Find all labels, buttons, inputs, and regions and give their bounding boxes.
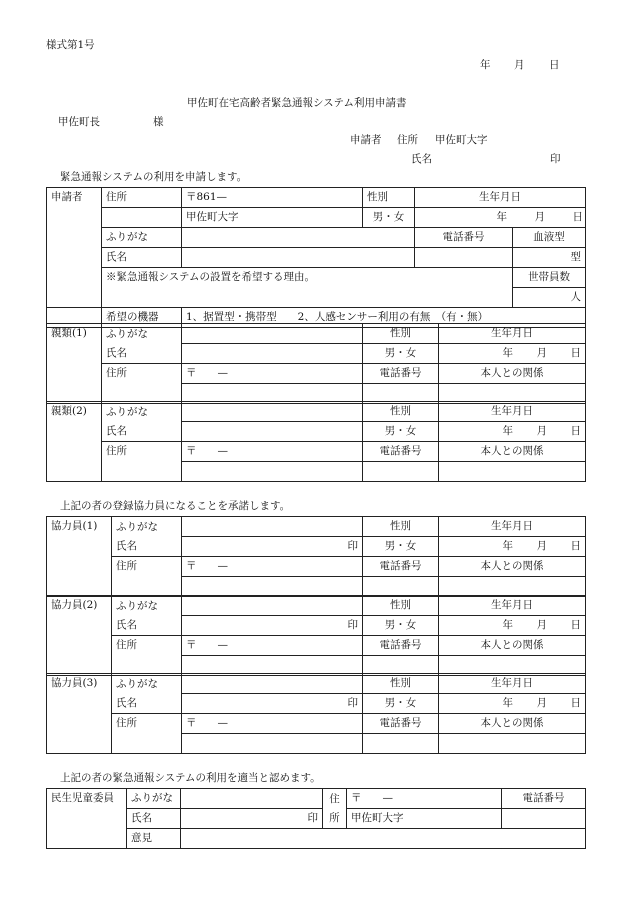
applicant-town-field[interactable]: 甲佐町大字 — [182, 208, 363, 228]
name-label: 氏名 — [102, 344, 182, 364]
relation-label: 本人との関係 — [439, 714, 586, 734]
furigana-label: ふりがな — [102, 402, 182, 422]
birth-year-label: 年 — [502, 697, 513, 710]
phone-label: 電話番号 — [363, 364, 439, 384]
birth-day-label: 日 — [570, 619, 581, 632]
gender-label: 性別 — [363, 324, 439, 344]
furigana-field[interactable] — [182, 596, 363, 616]
address-label: 住所 — [102, 364, 182, 404]
relative-table-1 — [46, 323, 586, 404]
applicant-label: 申請者 — [350, 134, 382, 146]
relation-field[interactable] — [439, 462, 586, 482]
gender-options[interactable]: 男・女 — [363, 616, 439, 636]
commissioner-phone-label: 電話番号 — [502, 789, 586, 809]
applicant-phone-label: 電話番号 — [415, 228, 513, 248]
commissioner-address-label-top: 住 — [323, 789, 347, 809]
relation-label: 本人との関係 — [439, 557, 586, 577]
birth-year-label: 年 — [502, 619, 513, 632]
name-label: 氏名 — [112, 616, 182, 636]
postal-field[interactable]: 〒 — — [182, 364, 363, 384]
gender-label: 性別 — [363, 674, 439, 694]
applicant-blood-label: 血液型 — [513, 228, 586, 248]
birth-month-label: 月 — [536, 697, 547, 710]
furigana-field[interactable] — [182, 402, 363, 422]
gender-label: 性別 — [363, 517, 439, 537]
relative-label: 親類(1) — [47, 324, 102, 404]
phone-label: 電話番号 — [363, 636, 439, 656]
name-field[interactable] — [182, 344, 363, 364]
address-field[interactable] — [182, 462, 363, 482]
address-field[interactable] — [182, 734, 363, 754]
birth-label: 生年月日 — [439, 517, 586, 537]
furigana-label: ふりがな — [112, 674, 182, 694]
furigana-label: ふりがな — [112, 517, 182, 537]
phone-label: 電話番号 — [363, 442, 439, 462]
postal-field[interactable]: 〒 — — [182, 557, 363, 577]
commissioner-opinion-field[interactable] — [181, 829, 586, 849]
addressee: 甲佐町長 — [58, 116, 100, 128]
applicant-birthdate-field[interactable] — [415, 208, 586, 228]
cooperator-table-1 — [46, 516, 586, 597]
applicant-blood-field[interactable]: 型 — [513, 248, 586, 268]
section1-intro: 緊急通報システムの利用を申請します。 — [60, 171, 248, 183]
date-month: 月 — [514, 59, 525, 71]
applicant-postal-field[interactable]: 〒861— — [182, 188, 363, 208]
applicant-furigana-field[interactable] — [182, 228, 415, 248]
birth-year-label: 年 — [502, 540, 513, 553]
commissioner-phone-field[interactable] — [502, 809, 586, 829]
applicant-gender-options[interactable]: 男・女 — [363, 208, 415, 228]
furigana-field[interactable] — [182, 517, 363, 537]
birth-day-label: 日 — [570, 347, 581, 360]
birth-label: 生年月日 — [439, 674, 586, 694]
birth-label: 生年月日 — [439, 402, 586, 422]
applicant-address-value: 甲佐町大字 — [435, 134, 488, 146]
birth-label: 生年月日 — [439, 596, 586, 616]
applicant-name-field[interactable] — [182, 248, 415, 268]
applicant-birth-label: 生年月日 — [415, 188, 586, 208]
birth-day-label: 日 — [570, 425, 581, 438]
birth-year-label: 年 — [496, 211, 507, 224]
cooperator-label: 協力員(3) — [47, 674, 112, 754]
addressee-honorific: 様 — [153, 116, 164, 128]
section2-intro: 上記の者の登録協力員になることを承諾します。 — [60, 500, 291, 512]
name-field-seal[interactable]: 印 — [182, 537, 363, 557]
birth-day-label: 日 — [570, 540, 581, 553]
applicant-gender-label: 性別 — [363, 188, 415, 208]
furigana-field[interactable] — [182, 324, 363, 344]
birthdate-field[interactable] — [439, 537, 586, 557]
birth-year-label: 年 — [502, 425, 513, 438]
gender-options[interactable]: 男・女 — [363, 422, 439, 442]
birth-month-label: 月 — [534, 211, 545, 224]
furigana-label: ふりがな — [102, 324, 182, 344]
phone-field[interactable] — [363, 734, 439, 754]
postal-field[interactable]: 〒 — — [182, 714, 363, 734]
applicant-reason-field[interactable]: ※緊急通報システムの設置を希望する理由。 — [102, 268, 513, 308]
applicant-name-label: 氏名 — [411, 153, 432, 165]
phone-label: 電話番号 — [363, 714, 439, 734]
address-label: 住所 — [112, 714, 182, 754]
date-day: 日 — [549, 59, 560, 71]
birth-month-label: 月 — [536, 425, 547, 438]
cooperator-label: 協力員(2) — [47, 596, 112, 676]
date-year: 年 — [480, 59, 491, 71]
commissioner-opinion-label: 意見 — [127, 829, 181, 849]
address-label: 住所 — [112, 636, 182, 676]
empty-cell — [102, 208, 182, 228]
birthdate-field[interactable] — [439, 422, 586, 442]
postal-field[interactable]: 〒 — — [182, 636, 363, 656]
name-field-seal[interactable]: 印 — [182, 694, 363, 714]
phone-field[interactable] — [363, 462, 439, 482]
birth-month-label: 月 — [536, 347, 547, 360]
address-label: 住所 — [112, 557, 182, 597]
relation-label: 本人との関係 — [439, 636, 586, 656]
address-label: 住所 — [102, 442, 182, 482]
name-label: 氏名 — [102, 422, 182, 442]
household-field[interactable]: 人 — [513, 288, 586, 308]
name-field-seal[interactable]: 印 — [182, 616, 363, 636]
gender-options[interactable]: 男・女 — [363, 694, 439, 714]
applicant-furigana-label: ふりがな — [102, 228, 182, 248]
phone-label: 電話番号 — [363, 557, 439, 577]
cooperator-table-2 — [46, 595, 586, 676]
applicant-table — [46, 187, 586, 328]
relative-table-2 — [46, 401, 586, 482]
commissioner-address-label-bottom: 所 — [323, 809, 347, 829]
section3-intro: 上記の者の緊急通報システムの利用を適当と認めます。 — [60, 772, 321, 784]
relative-label: 親類(2) — [47, 402, 102, 482]
device-label: 希望の機器 — [102, 308, 182, 328]
applicant-address-label: 住所 — [397, 134, 418, 146]
relation-field[interactable] — [439, 734, 586, 754]
birth-label: 生年月日 — [439, 324, 586, 344]
commissioner-furigana-field[interactable] — [181, 789, 323, 809]
relation-field[interactable] — [439, 577, 586, 597]
name-label: 氏名 — [112, 537, 182, 557]
applicant-cell-label: 申請者 — [47, 188, 102, 308]
gender-label: 性別 — [363, 596, 439, 616]
applicant-address-label-cell: 住所 — [102, 188, 182, 208]
household-label: 世帯員数 — [513, 268, 586, 288]
birth-month-label: 月 — [536, 619, 547, 632]
commissioner-name-field[interactable]: 印 — [181, 809, 323, 829]
furigana-label: ふりがな — [112, 596, 182, 616]
birthdate-field[interactable] — [439, 616, 586, 636]
name-label: 氏名 — [112, 694, 182, 714]
document-title: 甲佐町在宅高齢者緊急通報システム利用申請書 — [187, 97, 407, 109]
welfare-commissioner-table — [46, 788, 586, 849]
birthdate-field[interactable] — [439, 694, 586, 714]
furigana-field[interactable] — [182, 674, 363, 694]
device-options[interactable]: 1、据置型・携帯型 2、人感センサー利用の有無 （有・無） — [182, 308, 586, 328]
commissioner-town-field[interactable]: 甲佐町大字 — [347, 809, 502, 829]
cooperator-label: 協力員(1) — [47, 517, 112, 597]
applicant-seal: 印 — [550, 153, 561, 165]
commissioner-name-label: 氏名 — [127, 809, 181, 829]
commissioner-postal-field[interactable]: 〒 — — [347, 789, 502, 809]
commissioner-furigana-label: ふりがな — [127, 789, 181, 809]
relation-label: 本人との関係 — [439, 364, 586, 384]
address-field[interactable] — [182, 577, 363, 597]
gender-options[interactable]: 男・女 — [363, 344, 439, 364]
birth-day-label: 日 — [572, 211, 583, 224]
name-field[interactable] — [182, 422, 363, 442]
applicant-name-label-cell: 氏名 — [102, 248, 182, 268]
gender-label: 性別 — [363, 402, 439, 422]
birthdate-field[interactable] — [439, 344, 586, 364]
birth-month-label: 月 — [536, 540, 547, 553]
birth-day-label: 日 — [570, 697, 581, 710]
relation-label: 本人との関係 — [439, 442, 586, 462]
cooperator-table-3 — [46, 673, 586, 754]
gender-options[interactable]: 男・女 — [363, 537, 439, 557]
form-number: 様式第1号 — [46, 39, 95, 51]
applicant-phone-field[interactable] — [415, 248, 513, 268]
phone-field[interactable] — [363, 577, 439, 597]
welfare-commissioner-label: 民生児童委員 — [47, 789, 127, 849]
birth-year-label: 年 — [502, 347, 513, 360]
postal-field[interactable]: 〒 — — [182, 442, 363, 462]
